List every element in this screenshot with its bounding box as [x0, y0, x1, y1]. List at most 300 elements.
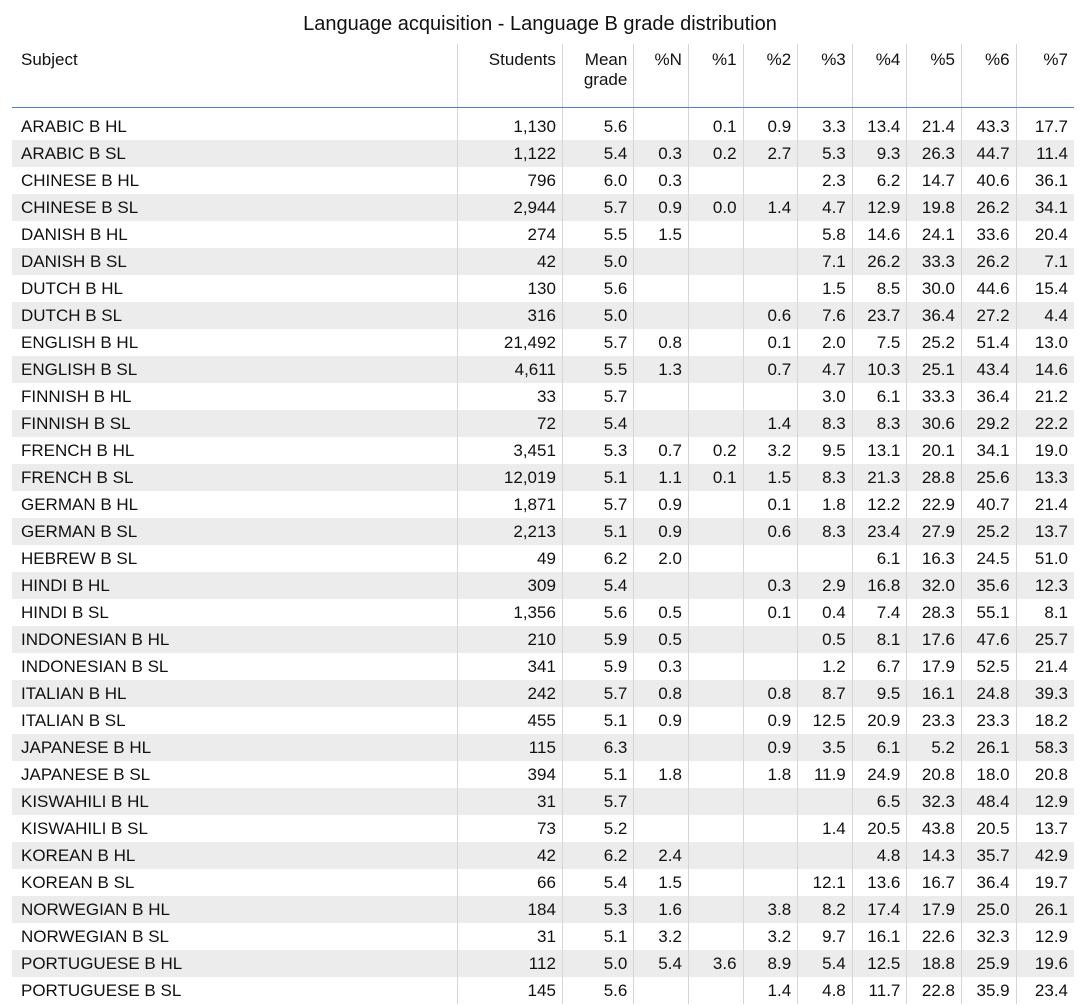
table-row [12, 896, 1074, 923]
table-row [12, 329, 1074, 356]
cell-mean-grade: 5.1 [562, 923, 633, 950]
cell-pct-2 [743, 815, 798, 842]
cell-pct-2: 1.4 [743, 194, 798, 221]
cell-pct-2 [743, 869, 798, 896]
cell-pct-1 [688, 626, 743, 653]
cell-pct-3: 0.5 [798, 626, 853, 653]
table-body [12, 108, 1074, 1005]
cell-students: 3,451 [457, 437, 562, 464]
table-row [12, 410, 1074, 437]
cell-mean-grade: 5.3 [562, 896, 633, 923]
cell-pct-1 [688, 923, 743, 950]
table-row [12, 572, 1074, 599]
column-header-pct-3: %3 [798, 44, 853, 108]
cell-mean-grade: 5.9 [562, 626, 633, 653]
cell-pct-n [634, 275, 689, 302]
cell-mean-grade: 5.5 [562, 356, 633, 383]
cell-pct-7: 18.2 [1034, 711, 1068, 730]
cell-students: 242 [457, 680, 562, 707]
table-row [12, 464, 1074, 491]
cell-pct-6: 40.6 [961, 167, 1016, 194]
cell-students: 130 [457, 275, 562, 302]
cell-pct-1: 3.6 [688, 950, 743, 977]
cell-pct-5: 17.9 [907, 653, 962, 680]
cell-students: 341 [457, 653, 562, 680]
cell-pct-4: 24.9 [852, 761, 907, 788]
cell-pct-n [634, 302, 689, 329]
cell-pct-5: 20.8 [907, 761, 962, 788]
cell-pct-2: 3.2 [743, 437, 798, 464]
cell-pct-4: 6.1 [852, 545, 907, 572]
cell-pct-5: 30.0 [907, 275, 962, 302]
cell-pct-4: 4.8 [852, 842, 907, 869]
cell-students: 145 [457, 977, 562, 1004]
cell-pct-2 [743, 167, 798, 194]
column-header-pct-6: %6 [961, 44, 1016, 108]
cell-subject: GERMAN B SL [12, 518, 457, 545]
cell-pct-1 [688, 734, 743, 761]
cell-pct-6: 43.4 [961, 356, 1016, 383]
cell-students: 21,492 [457, 329, 562, 356]
cell-pct-1 [688, 815, 743, 842]
cell-mean-grade: 5.6 [562, 113, 633, 140]
cell-pct-5: 17.6 [907, 626, 962, 653]
cell-subject: KOREAN B SL [12, 869, 457, 896]
cell-subject: DUTCH B HL [12, 275, 457, 302]
cell-pct-1 [688, 680, 743, 707]
cell-pct-3: 8.2 [798, 896, 853, 923]
cell-pct-1 [688, 572, 743, 599]
column-header-students: Students [457, 44, 562, 108]
cell-pct-1: 0.1 [688, 113, 743, 140]
cell-pct-3 [798, 545, 853, 572]
cell-pct-5: 30.6 [907, 410, 962, 437]
cell-pct-4: 14.6 [852, 221, 907, 248]
cell-pct-5: 27.9 [907, 518, 962, 545]
table-row [12, 221, 1074, 248]
cell-pct-3: 8.3 [798, 410, 853, 437]
cell-pct-7: 26.1 [1016, 896, 1074, 923]
cell-pct-n [634, 815, 689, 842]
cell-pct-n: 1.1 [634, 464, 689, 491]
cell-pct-n: 1.5 [634, 869, 689, 896]
cell-pct-6: 26.2 [961, 194, 1016, 221]
cell-pct-4: 16.1 [852, 923, 907, 950]
cell-pct-3: 1.8 [798, 491, 853, 518]
cell-mean-grade: 5.7 [562, 680, 633, 707]
cell-pct-2: 2.7 [743, 140, 798, 167]
cell-pct-4: 6.7 [852, 653, 907, 680]
cell-pct-n: 0.3 [634, 140, 689, 167]
grade-distribution-table [12, 44, 1074, 1004]
cell-students: 31 [457, 923, 562, 950]
cell-mean-grade: 5.2 [562, 815, 633, 842]
cell-pct-n [634, 734, 689, 761]
cell-pct-n: 0.8 [634, 329, 689, 356]
cell-pct-4: 13.1 [852, 437, 907, 464]
cell-pct-1 [688, 761, 743, 788]
cell-pct-7: 23.4 [1034, 981, 1068, 1000]
column-header-pct-1: %1 [688, 44, 743, 108]
cell-mean-grade: 5.3 [562, 437, 633, 464]
cell-pct-3: 8.3 [798, 518, 853, 545]
cell-pct-1 [688, 221, 743, 248]
cell-pct-1 [688, 896, 743, 923]
cell-pct-5: 21.4 [907, 113, 962, 140]
cell-pct-n: 1.8 [634, 761, 689, 788]
table-row [12, 977, 1074, 1004]
cell-pct-5: 17.9 [907, 896, 962, 923]
cell-pct-n: 1.5 [634, 221, 689, 248]
cell-students: 73 [457, 815, 562, 842]
cell-pct-1 [688, 707, 743, 734]
cell-pct-n: 2.0 [634, 545, 689, 572]
cell-subject: ARABIC B SL [12, 140, 457, 167]
cell-mean-grade: 5.4 [562, 572, 633, 599]
cell-pct-1 [688, 545, 743, 572]
cell-pct-5: 25.1 [907, 356, 962, 383]
cell-mean-grade: 5.7 [562, 383, 633, 410]
cell-pct-7: 34.1 [1016, 194, 1074, 221]
cell-pct-3: 5.3 [798, 140, 853, 167]
cell-pct-n: 2.4 [634, 842, 689, 869]
cell-subject: ITALIAN B HL [12, 680, 457, 707]
cell-mean-grade: 5.1 [562, 518, 633, 545]
column-header-pct-7: %7 [1016, 44, 1074, 108]
cell-pct-n: 3.2 [634, 923, 689, 950]
cell-pct-5: 32.0 [907, 572, 962, 599]
cell-pct-2 [743, 842, 798, 869]
cell-students: 4,611 [457, 356, 562, 383]
cell-pct-3: 9.5 [798, 437, 853, 464]
cell-pct-n: 0.9 [634, 518, 689, 545]
table-row [12, 950, 1074, 977]
cell-pct-7: 13.7 [1016, 518, 1074, 545]
cell-students: 66 [457, 869, 562, 896]
cell-students: 1,871 [457, 491, 562, 518]
cell-pct-4: 21.3 [852, 464, 907, 491]
cell-pct-7: 14.6 [1016, 356, 1074, 383]
table-row [12, 302, 1074, 329]
cell-pct-4: 11.7 [852, 977, 907, 1004]
cell-pct-6: 24.8 [961, 680, 1016, 707]
table-row [12, 167, 1074, 194]
header-row [12, 44, 1074, 108]
cell-mean-grade: 5.1 [562, 464, 633, 491]
cell-pct-3: 2.0 [798, 329, 853, 356]
cell-pct-1 [688, 599, 743, 626]
cell-pct-1 [688, 788, 743, 815]
cell-pct-2: 1.8 [743, 761, 798, 788]
cell-pct-3 [798, 842, 853, 869]
cell-pct-3: 2.3 [798, 167, 853, 194]
cell-pct-4: 20.9 [852, 707, 907, 734]
cell-pct-5: 36.4 [907, 302, 962, 329]
cell-pct-6: 26.1 [961, 734, 1016, 761]
cell-pct-2 [743, 275, 798, 302]
cell-pct-5: 16.3 [907, 545, 962, 572]
cell-pct-2 [743, 626, 798, 653]
cell-pct-3: 1.5 [798, 275, 853, 302]
cell-pct-3: 11.9 [798, 761, 853, 788]
cell-pct-7: 21.2 [1034, 387, 1068, 406]
table-row [12, 194, 1074, 221]
cell-pct-5: 32.3 [907, 788, 962, 815]
cell-pct-7: 25.7 [1016, 626, 1074, 653]
cell-pct-4: 7.4 [852, 599, 907, 626]
cell-subject: FRENCH B SL [12, 464, 457, 491]
cell-pct-5: 28.3 [907, 599, 962, 626]
cell-pct-1: 0.1 [688, 464, 743, 491]
cell-subject: CHINESE B HL [12, 167, 457, 194]
cell-students: 42 [457, 842, 562, 869]
cell-pct-2: 0.8 [743, 680, 798, 707]
cell-pct-5: 25.2 [907, 329, 962, 356]
cell-students: 796 [457, 167, 562, 194]
cell-pct-5: 18.8 [907, 950, 962, 977]
cell-pct-5: 24.1 [907, 221, 962, 248]
cell-pct-n [634, 572, 689, 599]
cell-mean-grade: 5.4 [562, 869, 633, 896]
cell-pct-2 [743, 545, 798, 572]
column-header-pct-4: %4 [852, 44, 907, 108]
cell-mean-grade: 5.4 [562, 410, 633, 437]
cell-pct-3 [798, 788, 853, 815]
cell-students: 309 [457, 572, 562, 599]
cell-pct-4: 17.4 [852, 896, 907, 923]
cell-pct-3: 4.8 [798, 977, 853, 1004]
cell-pct-7: 36.1 [1034, 171, 1068, 190]
column-header-pct-5: %5 [907, 44, 962, 108]
cell-students: 455 [457, 707, 562, 734]
cell-mean-grade: 5.1 [562, 707, 633, 734]
cell-subject: DUTCH B SL [12, 302, 457, 329]
cell-subject: KISWAHILI B SL [12, 815, 457, 842]
cell-students: 72 [457, 410, 562, 437]
cell-pct-n [634, 248, 689, 275]
table-row [12, 869, 1074, 896]
cell-subject: HINDI B HL [12, 572, 457, 599]
cell-subject: INDONESIAN B HL [12, 626, 457, 653]
cell-pct-7: 12.3 [1016, 572, 1074, 599]
table-row [12, 788, 1074, 815]
cell-pct-n: 0.5 [634, 626, 689, 653]
cell-pct-6: 18.0 [961, 761, 1016, 788]
cell-pct-n: 0.8 [634, 680, 689, 707]
cell-pct-4: 23.7 [852, 302, 907, 329]
cell-pct-6: 36.4 [961, 869, 1016, 896]
cell-pct-4: 12.2 [852, 491, 907, 518]
cell-pct-5: 22.6 [907, 923, 962, 950]
cell-pct-5: 22.9 [907, 491, 962, 518]
cell-pct-6: 44.7 [961, 140, 1016, 167]
cell-pct-6: 25.9 [961, 950, 1016, 977]
cell-pct-6: 35.7 [961, 842, 1016, 869]
table-row [12, 518, 1074, 545]
cell-pct-2: 1.5 [743, 464, 798, 491]
table-row [12, 842, 1074, 869]
cell-students: 42 [457, 248, 562, 275]
cell-pct-1 [688, 518, 743, 545]
cell-mean-grade: 5.9 [562, 653, 633, 680]
table-row [12, 923, 1074, 950]
cell-pct-1 [688, 302, 743, 329]
cell-pct-5: 28.8 [907, 464, 962, 491]
cell-pct-3: 4.7 [798, 194, 853, 221]
table-row [12, 761, 1074, 788]
cell-subject: NORWEGIAN B SL [12, 923, 457, 950]
cell-students: 2,213 [457, 518, 562, 545]
cell-pct-7: 21.4 [1034, 657, 1068, 676]
cell-students: 12,019 [457, 464, 562, 491]
cell-pct-2: 0.1 [743, 491, 798, 518]
cell-pct-3: 8.7 [798, 680, 853, 707]
cell-pct-6: 24.5 [961, 545, 1016, 572]
table-row [12, 491, 1074, 518]
cell-pct-2 [743, 221, 798, 248]
cell-pct-n: 0.9 [634, 491, 689, 518]
cell-pct-5: 14.3 [907, 842, 962, 869]
cell-mean-grade: 5.7 [562, 788, 633, 815]
cell-subject: KOREAN B HL [12, 842, 457, 869]
cell-students: 112 [457, 950, 562, 977]
cell-students: 1,122 [457, 140, 562, 167]
table-row [12, 707, 1074, 734]
cell-pct-1 [688, 275, 743, 302]
cell-pct-4: 13.4 [852, 113, 907, 140]
cell-mean-grade: 5.6 [562, 275, 633, 302]
cell-mean-grade: 5.5 [562, 221, 633, 248]
cell-pct-n: 0.5 [634, 599, 689, 626]
cell-students: 31 [457, 788, 562, 815]
cell-pct-4: 23.4 [852, 518, 907, 545]
cell-pct-7: 12.9 [1016, 788, 1074, 815]
cell-pct-2 [743, 653, 798, 680]
cell-pct-4: 10.3 [852, 356, 907, 383]
cell-pct-7: 12.9 [1034, 927, 1068, 946]
cell-pct-2: 1.4 [743, 977, 798, 1004]
cell-pct-1 [688, 491, 743, 518]
cell-subject: NORWEGIAN B HL [12, 896, 457, 923]
cell-pct-5: 5.2 [907, 734, 962, 761]
cell-pct-7: 13.7 [1034, 819, 1068, 838]
cell-mean-grade: 5.0 [562, 248, 633, 275]
cell-mean-grade: 5.6 [562, 599, 633, 626]
cell-pct-2: 0.7 [743, 356, 798, 383]
cell-students: 1,356 [457, 599, 562, 626]
cell-students: 33 [457, 383, 562, 410]
cell-subject: FINNISH B SL [12, 410, 457, 437]
cell-pct-2: 0.9 [743, 734, 798, 761]
cell-subject: ENGLISH B SL [12, 356, 457, 383]
cell-pct-5: 16.7 [907, 869, 962, 896]
cell-pct-1 [688, 410, 743, 437]
cell-students: 115 [457, 734, 562, 761]
cell-mean-grade: 5.4 [562, 140, 633, 167]
cell-pct-3: 12.1 [798, 869, 853, 896]
cell-pct-7: 4.4 [1016, 302, 1074, 329]
cell-pct-n: 1.6 [634, 896, 689, 923]
cell-pct-6: 26.2 [961, 248, 1016, 275]
cell-pct-2: 0.6 [743, 518, 798, 545]
cell-pct-1 [688, 167, 743, 194]
cell-pct-2: 3.2 [743, 923, 798, 950]
cell-pct-5: 33.3 [907, 383, 962, 410]
cell-pct-3: 3.5 [798, 734, 853, 761]
mean-header-line2: grade [583, 70, 628, 89]
cell-pct-6: 25.0 [961, 896, 1016, 923]
cell-pct-7: 11.4 [1016, 140, 1074, 167]
cell-pct-1 [688, 842, 743, 869]
cell-pct-5: 22.8 [907, 977, 962, 1004]
cell-subject: JAPANESE B HL [12, 734, 457, 761]
cell-pct-7: 51.0 [1034, 549, 1068, 568]
cell-subject: DANISH B HL [12, 221, 457, 248]
cell-subject: CHINESE B SL [12, 194, 457, 221]
cell-pct-5: 43.8 [907, 815, 962, 842]
cell-pct-2: 0.9 [743, 707, 798, 734]
cell-pct-1: 0.2 [688, 437, 743, 464]
cell-pct-3: 5.8 [798, 221, 853, 248]
table-row [12, 113, 1074, 140]
cell-pct-n: 0.9 [634, 194, 689, 221]
cell-pct-6: 44.6 [961, 275, 1016, 302]
cell-mean-grade: 5.0 [562, 302, 633, 329]
cell-pct-4: 8.5 [852, 275, 907, 302]
cell-pct-n: 0.9 [634, 707, 689, 734]
table-row [12, 680, 1074, 707]
cell-pct-6: 29.2 [961, 410, 1016, 437]
cell-pct-6: 33.6 [961, 221, 1016, 248]
cell-pct-n: 1.3 [634, 356, 689, 383]
cell-pct-6: 40.7 [961, 491, 1016, 518]
cell-pct-7: 58.3 [1016, 734, 1074, 761]
table-row [12, 653, 1074, 680]
cell-pct-1: 0.0 [688, 194, 743, 221]
cell-pct-5: 19.8 [907, 194, 962, 221]
cell-pct-7: 21.4 [1034, 495, 1068, 514]
cell-pct-3: 3.0 [798, 383, 853, 410]
table-row [12, 734, 1074, 761]
cell-pct-6: 25.6 [961, 464, 1016, 491]
cell-pct-n [634, 977, 689, 1004]
cell-pct-1: 0.2 [688, 140, 743, 167]
cell-pct-6: 20.5 [961, 815, 1016, 842]
cell-pct-1 [688, 248, 743, 275]
cell-pct-6: 51.4 [961, 329, 1016, 356]
cell-pct-1 [688, 383, 743, 410]
cell-pct-5: 26.3 [907, 140, 962, 167]
cell-subject: HEBREW B SL [12, 545, 457, 572]
cell-subject: FINNISH B HL [12, 383, 457, 410]
cell-pct-7: 7.1 [1016, 248, 1074, 275]
cell-pct-2: 0.9 [743, 113, 798, 140]
table-row [12, 356, 1074, 383]
cell-subject: FRENCH B HL [12, 437, 457, 464]
cell-subject: PORTUGUESE B HL [12, 950, 457, 977]
cell-pct-1 [688, 356, 743, 383]
cell-pct-2 [743, 248, 798, 275]
table-title: Language acquisition - Language B grade distribution [303, 13, 777, 35]
cell-subject: JAPANESE B SL [12, 761, 457, 788]
cell-mean-grade: 5.7 [562, 329, 633, 356]
cell-pct-7: 20.4 [1034, 225, 1068, 244]
cell-mean-grade: 5.7 [562, 194, 633, 221]
table-row [12, 626, 1074, 653]
table-row [12, 140, 1074, 167]
cell-pct-6: 55.1 [961, 599, 1016, 626]
cell-pct-4: 16.8 [852, 572, 907, 599]
